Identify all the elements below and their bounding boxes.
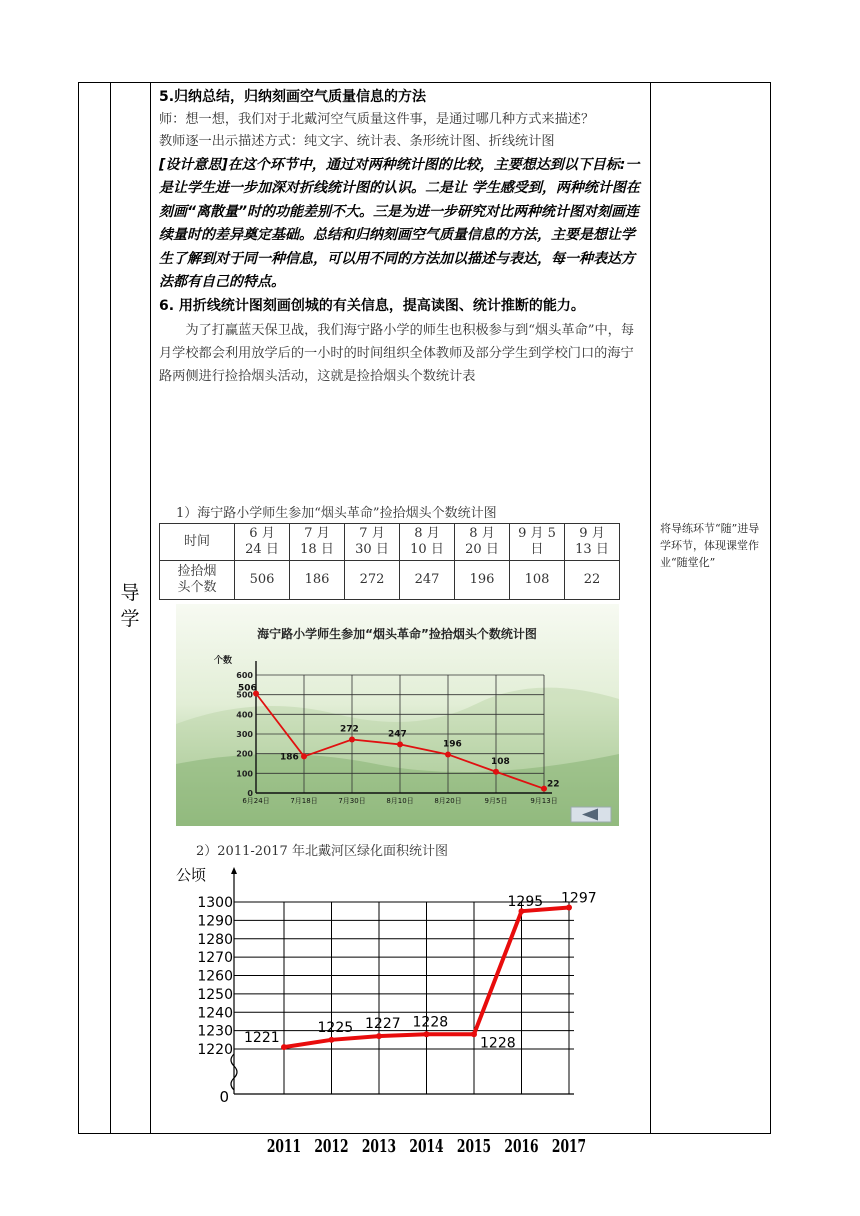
data-point xyxy=(376,1033,382,1039)
y-tick-label: 200 xyxy=(236,749,253,759)
data-point xyxy=(301,753,307,759)
y-tick-label: 1260 xyxy=(197,968,233,985)
x-tick-label: 9月13日 xyxy=(530,797,558,805)
data-label: 1228 xyxy=(480,1035,516,1052)
y-tick-label: 1250 xyxy=(197,986,233,1003)
y-tick-label: 600 xyxy=(236,671,253,680)
y-tick-label: 1300 xyxy=(197,895,233,911)
column-divider-3 xyxy=(650,82,651,1134)
x-tick-label: 2015 xyxy=(456,1135,492,1157)
data-point xyxy=(349,737,355,743)
data-label: 1297 xyxy=(561,890,597,907)
data-label: 108 xyxy=(491,756,510,767)
y-tick-label: 400 xyxy=(236,710,253,720)
chart1-title: 海宁路小学师生参加“烟头革命”捡拾烟头个数统计图 xyxy=(257,627,537,641)
section-label-char-2: 学 xyxy=(120,608,140,630)
x-tick-label: 2014 xyxy=(409,1135,444,1157)
x-tick-label: 2016 xyxy=(504,1135,539,1157)
y-tick-label: 1290 xyxy=(197,913,233,930)
section-label-char-1: 导 xyxy=(120,582,140,604)
data-label: 1295 xyxy=(507,894,544,911)
y-tick-label: 300 xyxy=(236,730,253,739)
data-label: 196 xyxy=(443,739,462,750)
data-point xyxy=(281,1044,287,1050)
table-row xyxy=(160,561,620,600)
y-tick-label: 0 xyxy=(219,1088,229,1106)
data-label: 1221 xyxy=(244,1030,280,1047)
count-cell: 22 xyxy=(565,561,620,600)
greening-line-chart xyxy=(176,862,620,1157)
design-intent: [设计意思]在这个环节中，通过对两种统计图的比较，主要想达到以下目标:一是让学生进一步加深对折线统计图的认识。二是让 学生感受到，两种统计图在刻画“离散量”时的功能差别不大。三是为进一步研究对比两种统计图对刻画连续量时的差异奠定基础。总结和归纳刻画空气质量信息的方法，主要是想让学生了解到对于同一种信息，可以用不同的方法加以描述与表达，每一种表达方法都有自己的特点。 xyxy=(159,156,640,290)
teacher-show: 教师逐一出示描述方式：纯文字、统计表、条形统计图、折线统计图 xyxy=(159,134,555,149)
data-point xyxy=(424,1031,430,1037)
table-row xyxy=(160,524,620,561)
x-tick-label: 8月20日 xyxy=(434,797,462,805)
date-cell: 9 月 5 日 xyxy=(510,524,565,561)
count-cell: 196 xyxy=(455,561,510,600)
date-cell: 9 月 13 日 xyxy=(565,524,620,561)
data-label: 22 xyxy=(547,779,560,790)
date-cell: 8 月 20 日 xyxy=(455,524,510,561)
section6-paragraph: 为了打赢蓝天保卫战，我们海宁路小学的师生也积极参与到“烟头革命”中，每月学校都会利用放学后的一小时的时间组织全体教师及部分学生到学校门口的海宁路两侧进行捡拾烟头活动，这就是捡拾烟头个数统计表 xyxy=(159,322,635,384)
data-label: 247 xyxy=(388,729,407,740)
count-cell: 247 xyxy=(400,561,455,600)
x-tick-label: 8月10日 xyxy=(386,797,414,805)
y-tick-label: 100 xyxy=(236,769,253,779)
x-tick-label: 2013 xyxy=(361,1135,397,1157)
data-label: 1225 xyxy=(317,1019,354,1036)
data-label: 1228 xyxy=(412,1014,449,1031)
count-cell: 108 xyxy=(510,561,565,600)
x-tick-label: 7月30日 xyxy=(338,797,366,805)
x-tick-label: 7月18日 xyxy=(290,797,318,805)
table1-caption: 1）海宁路小学师生参加“烟头革命”捡拾烟头个数统计图 xyxy=(176,506,497,521)
x-tick-label: 2012 xyxy=(314,1135,349,1157)
count-header: 捡拾烟 头个数 xyxy=(160,561,235,600)
chart2-ylabel: 公顷 xyxy=(176,866,207,884)
data-label: 272 xyxy=(340,724,359,735)
data-point xyxy=(471,1031,477,1037)
main-content xyxy=(159,86,643,388)
data-point xyxy=(445,751,451,757)
date-cell: 8 月 10 日 xyxy=(400,524,455,561)
data-point xyxy=(493,769,499,775)
x-tick-label: 2017 xyxy=(551,1135,587,1157)
chart1-ylabel: 个数 xyxy=(214,656,233,666)
chart2-series xyxy=(244,891,597,1157)
date-cell: 6 月 24 日 xyxy=(235,524,290,561)
column-divider-2 xyxy=(150,82,151,1134)
y-tick-label: 500 xyxy=(236,690,253,700)
date-cell: 7 月 30 日 xyxy=(345,524,400,561)
data-point xyxy=(329,1037,335,1043)
y-tick-label: 1270 xyxy=(197,950,233,967)
y-tick-label: 1230 xyxy=(197,1023,233,1040)
data-point xyxy=(397,741,403,747)
section6-heading: 6. 用折线统计图刻画创城的有关信息，提高读图、统计推断的能力。 xyxy=(159,297,585,314)
cigarette-line-chart xyxy=(176,604,619,826)
x-tick-label: 6月24日 xyxy=(242,797,270,805)
y-tick-label: 1220 xyxy=(197,1042,233,1058)
cigarette-count-table xyxy=(159,523,620,600)
section5-heading: 5.归纳总结，归纳刻画空气质量信息的方法 xyxy=(159,89,427,105)
chart2-caption: 2）2011-2017 年北戴河区绿化面积统计图 xyxy=(196,844,448,859)
data-label: 1227 xyxy=(365,1016,401,1033)
teacher-question: 师：想一想，我们对于北戴河空气质量这件事，是通过哪几种方式来描述？ xyxy=(159,111,595,127)
count-cell: 272 xyxy=(345,561,400,600)
x-tick-label: 2011 xyxy=(266,1135,302,1157)
data-label: 186 xyxy=(280,752,299,763)
y-tick-label: 1280 xyxy=(197,931,233,948)
y-tick-label: 0 xyxy=(247,789,253,798)
x-tick-label: 9月5日 xyxy=(484,797,508,805)
date-cell: 7 月 18 日 xyxy=(290,524,345,561)
time-header: 时间 xyxy=(160,524,235,561)
data-label: 506 xyxy=(238,683,257,694)
count-cell: 506 xyxy=(235,561,290,600)
count-cell: 186 xyxy=(290,561,345,600)
section-label xyxy=(110,580,150,632)
side-note: 将导练环节“随”进导学环节，体现课堂作业“随堂化” xyxy=(660,522,760,569)
y-tick-label: 1240 xyxy=(197,1005,233,1022)
